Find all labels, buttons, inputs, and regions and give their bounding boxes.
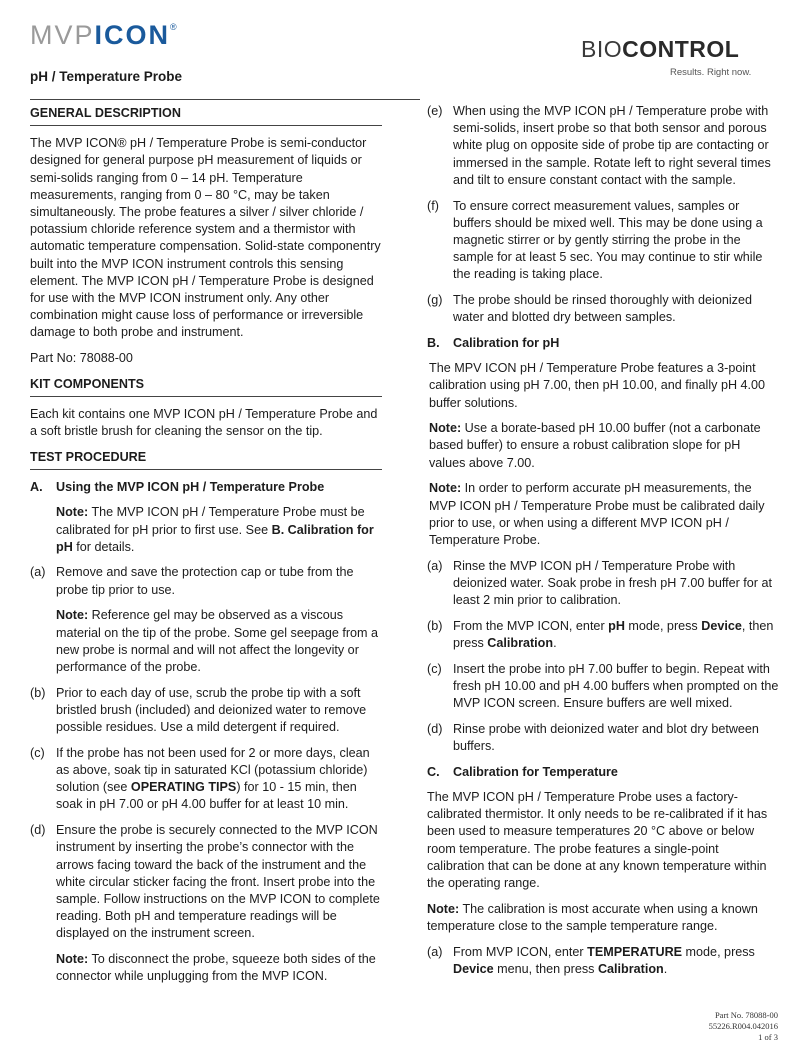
test-procedure-heading: TEST PROCEDURE	[30, 449, 382, 470]
tagline: Results. Right now.	[670, 67, 752, 78]
title-divider	[30, 99, 420, 100]
subsection-c-heading: C. Calibration for Temperature	[427, 764, 618, 779]
step-b: (b) Prior to each day of use, scrub the probe tip with a soft bristled brush (included) and deionized water to remove possible residues. Use a mild detergent if required.	[30, 685, 367, 735]
ph-step-b: (b) From the MVP ICON, enter pH mode, press Device, then press Calibration.	[427, 618, 774, 650]
part-number: Part No: 78088-00	[30, 351, 133, 366]
footer-part-number: Part No. 78088-00	[714, 1010, 778, 1020]
subsection-b-heading: B. Calibration for pH	[427, 335, 560, 350]
ph-step-c: (c) Insert the probe into pH 7.00 buffer to begin. Repeat with fresh pH 10.00 and pH 4.00 buffers when prompted on the MVP ICON screen. Ensure buffers are well mixed.	[427, 661, 779, 711]
left-column	[30, 103, 382, 994]
step-g: (g) The probe should be rinsed thoroughly with deionized water and blotted dry between samples.	[427, 293, 752, 325]
note-disconnect: Note: To disconnect the probe, squeeze both sides of the connector while unplugging from the MVP ICON.	[56, 952, 376, 984]
document-title: pH / Temperature Probe	[30, 69, 183, 84]
temp-step-a: (a) From MVP ICON, enter TEMPERATURE mode, press Device menu, then press Calibration.	[427, 944, 755, 976]
footer-revision: 55226.R004.042016	[708, 1021, 778, 1031]
note-reference-gel: Note: Reference gel may be observed as a viscous material on the tip of the probe. Some gel seepage from a new probe is normal and will not affect the longevity or performance of the probe.	[56, 608, 379, 674]
note-calibrate-first: Note: The MVP ICON pH / Temperature Probe must be calibrated for pH prior to first use. See B. Calibration for pH for details.	[56, 505, 374, 554]
general-description-heading: GENERAL DESCRIPTION	[30, 105, 382, 126]
subsection-a-heading: A. Using the MVP ICON pH / Temperature Probe	[30, 480, 325, 495]
kit-components-heading: KIT COMPONENTS	[30, 376, 382, 397]
page-footer	[709, 1010, 778, 1043]
kit-components-text: Each kit contains one MVP ICON pH / Temperature Probe and a soft bristle brush for cleaning the sensor on the tip.	[30, 407, 378, 439]
ph-step-a: (a) Rinse the MVP ICON pH / Temperature Probe with deionized water. Soak probe in fresh pH 7.00 buffer for at least 2 min prior to calibration.	[427, 558, 773, 608]
ph-step-d: (d) Rinse probe with deionized water and blot dry between buffers.	[427, 721, 759, 753]
ph-calibration-intro: The MPV ICON pH / Temperature Probe features a 3-point calibration using pH 7.00, then pH 10.00, and finally pH 4.00 buffer solutions.	[429, 361, 766, 410]
step-c: (c) If the probe has not been used for 2 or more days, clean as above, soak tip in saturated KCl (potassium chloride) solution (see OPERATING TIPS) for 10 - 15 min, then soak in pH 7.00 or pH 4.00 buffer for at least 10 min.	[30, 745, 370, 812]
step-a: (a) Remove and save the protection cap or tube from the probe tip prior to use.	[30, 565, 354, 597]
note-daily-calibration: Note: In order to perform accurate pH measurements, the MVP ICON pH / Temperature Probe must be calibrated daily prior to use, or when using a different MVP ICON pH / Temperature Probe.	[429, 481, 765, 547]
page-number: 1 of 3	[758, 1032, 778, 1042]
temperature-calibration-intro: The MVP ICON pH / Temperature Probe uses a factory-calibrated thermistor. It only needs to be re-calibrated if it has been used to measure temperatures 20 °C above or below room temperature. The probe features a single-point calibration that can be done at any known temperature within the operating range.	[427, 789, 768, 890]
step-e: (e) When using the MVP ICON pH / Temperature probe with semi-solids, insert probe so that both sensor and porous white plug on opposite side of probe tip are contacting or immersed in the sample. Rotate left to right several times and tilt to ensure constant contact with the sample.	[427, 104, 771, 187]
step-f: (f) To ensure correct measurement values, samples or buffers should be mixed well. This may be done using a magnetic stirrer or by gently stirring the probe in the sample for at least 5 sec. You may continue to stir while the reading is taking place.	[427, 198, 763, 282]
general-description-text: The MVP ICON® pH / Temperature Probe is semi-conductor designed for general purpose pH measurement of liquids or semi-solids ranging from 0 – 14 pH. Temperature measurements, ranging from 0 – 80 °C, may be taken simultaneously. The probe features a silver / silver chloride / potassium chloride reference system and a thermistor with automatic temperature compensation. Solid-state componentry built into the MVP ICON instrument controls this sensing element. The MVP ICON pH / Temperature Probe is designed for use with the MVP ICON instrument only. Any other combination might cause loss of performance or irreversible damage to both probe and instrument.	[30, 136, 381, 340]
step-d: (d) Ensure the probe is securely connected to the MVP ICON instrument by inserting the probe’s connector with the arrows facing toward the back of the instrument and the white circular sticker facing the front. Insert probe into the sample. Follow instructions on the MVP ICON to complete reading. Both pH and temperature readings will be displayed on the instrument screen.	[30, 823, 380, 941]
biocontrol-logo: BIOCONTROL	[581, 36, 740, 62]
note-borate-buffer: Note: Use a borate-based pH 10.00 buffer (not a carbonate based buffer) to ensure a robust calibration slope for pH values above 7.00.	[429, 421, 761, 470]
note-known-temperature: Note: The calibration is most accurate when using a known temperature close to the sample temperature range.	[427, 901, 758, 933]
right-column	[427, 103, 779, 986]
mvp-icon-logo: MVPICON®	[30, 20, 179, 50]
